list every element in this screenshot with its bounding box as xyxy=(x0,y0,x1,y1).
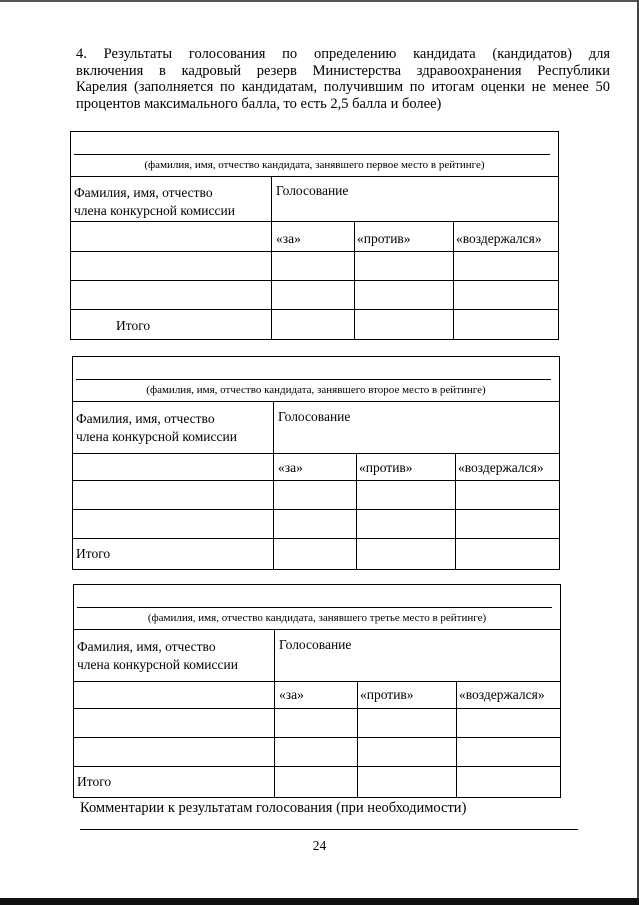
col-for: «за» xyxy=(276,231,301,246)
row-border xyxy=(71,221,558,222)
row-border xyxy=(74,681,560,682)
col-abstain: «воздержался» xyxy=(456,231,542,246)
voting-header: Голосование xyxy=(278,409,351,424)
row-border xyxy=(73,401,559,402)
row-border xyxy=(74,766,560,767)
col-against: «против» xyxy=(359,460,413,475)
intro-line-3: Карелия (заполняется по кандидатам, получившим по итогам оценки не менее 50 xyxy=(76,79,610,95)
col-for: «за» xyxy=(279,687,304,702)
row-border xyxy=(73,480,559,481)
candidate-caption: (фамилия, имя, отчество кандидата, занявшего первое место в рейтинге) xyxy=(144,159,485,171)
column-border xyxy=(271,176,272,339)
member-header-text: Фамилия, имя, отчество члена конкурсной комиссии xyxy=(74,185,235,218)
row-border xyxy=(71,176,558,177)
voting-table-second-place xyxy=(72,356,560,570)
total-label: Итого xyxy=(77,774,112,789)
row-border xyxy=(71,280,558,281)
total-label: Итого xyxy=(116,318,151,333)
section-4-intro xyxy=(76,46,610,112)
voting-table-third-place xyxy=(73,584,561,798)
member-name-header xyxy=(76,410,237,446)
intro-line-4: процентов максимального балла, то есть 2,5 балла и более) xyxy=(76,95,442,112)
comments-label: Комментарии к результатам голосования (при необходимости) xyxy=(80,800,467,816)
col-abstain: «воздержался» xyxy=(458,460,544,475)
page-number: 24 xyxy=(312,838,327,853)
candidate-name-line xyxy=(74,154,550,155)
column-border xyxy=(455,453,456,569)
member-header-text: Фамилия, имя, отчество члена конкурсной комиссии xyxy=(76,411,237,444)
row-border xyxy=(71,251,558,252)
candidate-name-line xyxy=(77,607,552,608)
row-border xyxy=(74,629,560,630)
candidate-name-line xyxy=(76,379,551,380)
candidate-caption: (фамилия, имя, отчество кандидата, занявшего второе место в рейтинге) xyxy=(146,384,486,396)
row-border xyxy=(74,708,560,709)
member-name-header xyxy=(74,184,235,220)
voting-header: Голосование xyxy=(276,183,349,198)
total-label: Итого xyxy=(76,546,111,561)
col-against: «против» xyxy=(360,687,414,702)
intro-line-2: включения в кадровый резерв Министерства здравоохранения Республики xyxy=(76,62,610,79)
col-against: «против» xyxy=(357,231,411,246)
column-border xyxy=(356,453,357,569)
scan-edge-top xyxy=(0,0,639,2)
row-border xyxy=(73,453,559,454)
comments-line xyxy=(80,829,578,830)
voting-table-first-place xyxy=(70,131,559,340)
col-abstain: «воздержался» xyxy=(459,687,545,702)
candidate-caption: (фамилия, имя, отчество кандидата, занявшего третье место в рейтинге) xyxy=(147,612,487,624)
row-border xyxy=(73,509,559,510)
intro-line-1: 4. Результаты голосования по определению кандидата (кандидатов) для xyxy=(76,46,610,62)
scan-edge-bottom xyxy=(0,898,639,905)
member-name-header xyxy=(77,638,238,674)
column-border xyxy=(357,681,358,797)
row-border xyxy=(74,737,560,738)
column-border xyxy=(456,681,457,797)
row-border xyxy=(71,309,558,310)
column-border xyxy=(273,401,274,569)
col-for: «за» xyxy=(278,460,303,475)
member-header-text: Фамилия, имя, отчество члена конкурсной комиссии xyxy=(77,639,238,672)
column-border xyxy=(274,629,275,797)
row-border xyxy=(73,538,559,539)
voting-header: Голосование xyxy=(279,637,352,652)
